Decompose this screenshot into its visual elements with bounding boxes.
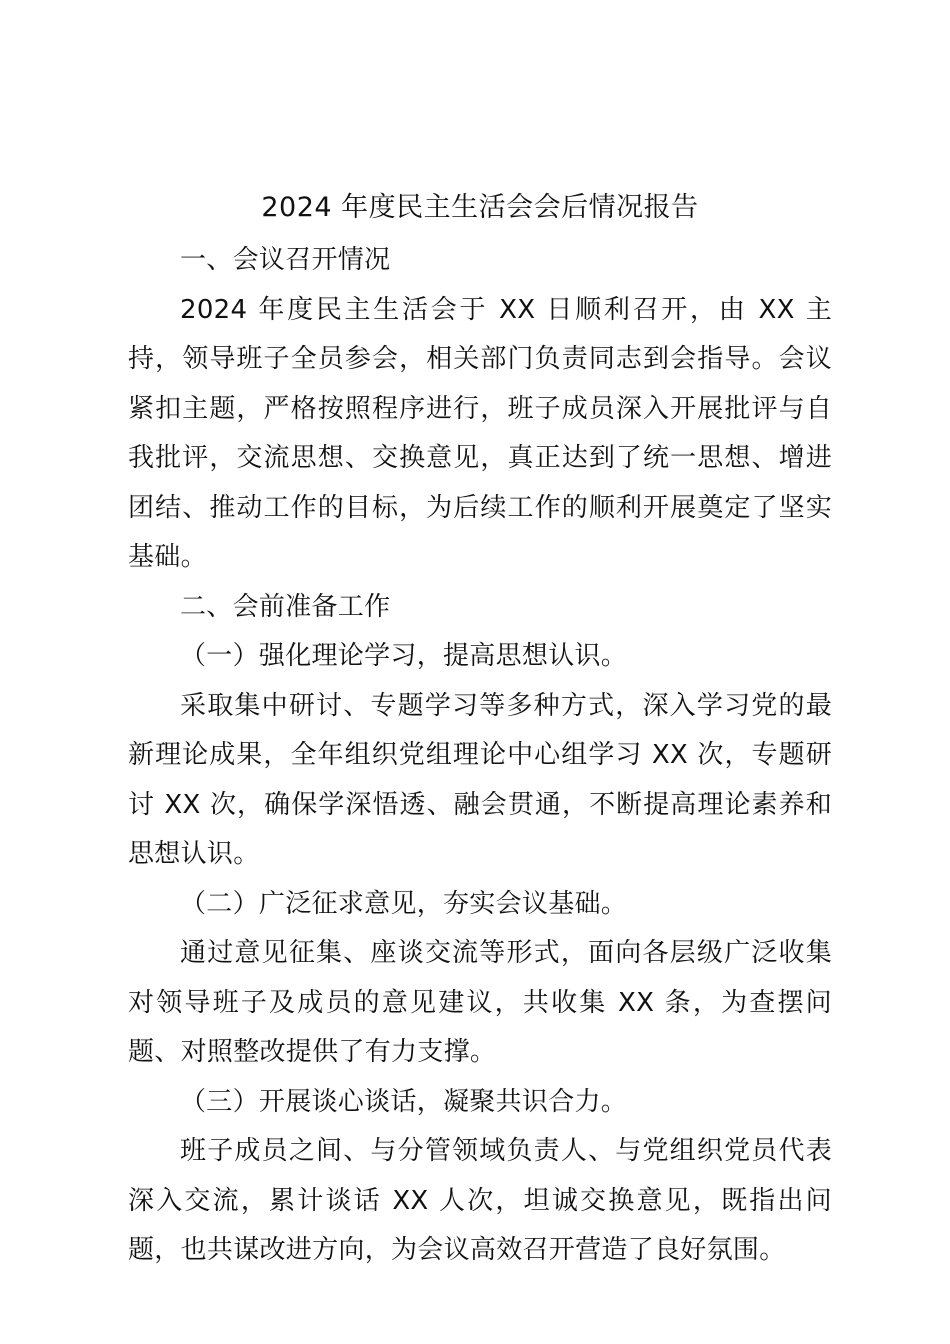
subsection-heading: （二）广泛征求意见，夯实会议基础。: [180, 888, 628, 919]
body-paragraph: 班子成员之间、与分管领域负责人、与党组织党员代表深入交流，累计谈话 XX 人次，坦诚交换意见，既指出问题，也共谋改进方向，为会议高效召开营造了良好氛围。: [128, 1136, 832, 1265]
document-title: 2024 年度民主生活会会后情况报告: [261, 192, 699, 223]
subsection-heading: （一）强化理论学习，提高思想认识。: [180, 641, 628, 671]
subsection-heading: （三）开展谈心谈话，凝聚共识合力。: [180, 1086, 628, 1117]
section-preparation: [128, 583, 832, 1276]
body-paragraph: 采取集中研讨、专题学习等多种方式，深入学习党的最新理论成果，全年组织党组理论中心组学习 XX 次，专题研讨 XX 次，确保学深悟透、融会贯通，不断提高理论素养和思想认识。: [128, 690, 832, 869]
document-page: [128, 186, 832, 1276]
section-heading: 一、会议召开情况: [180, 245, 391, 275]
section-heading: 二、会前准备工作: [180, 591, 391, 622]
section-meeting-held: [128, 236, 832, 583]
body-paragraph: 2024 年度民主生活会于 XX 日顺利召开，由 XX 主持，领导班子全员参会，相关部门负责同志到会指导。会议紧扣主题，严格按照程序进行，班子成员深入开展批评与自我批评，交流思想、交换意见，真正达到了统一思想、增进团结、推动工作的目标，为后续工作的顺利开展奠定了坚实基础。: [128, 294, 832, 572]
body-paragraph: 通过意见征集、座谈交流等形式，面向各层级广泛收集对领导班子及成员的意见建议，共收集 XX 条，为查摆问题、对照整改提供了有力支撑。: [128, 938, 832, 1067]
